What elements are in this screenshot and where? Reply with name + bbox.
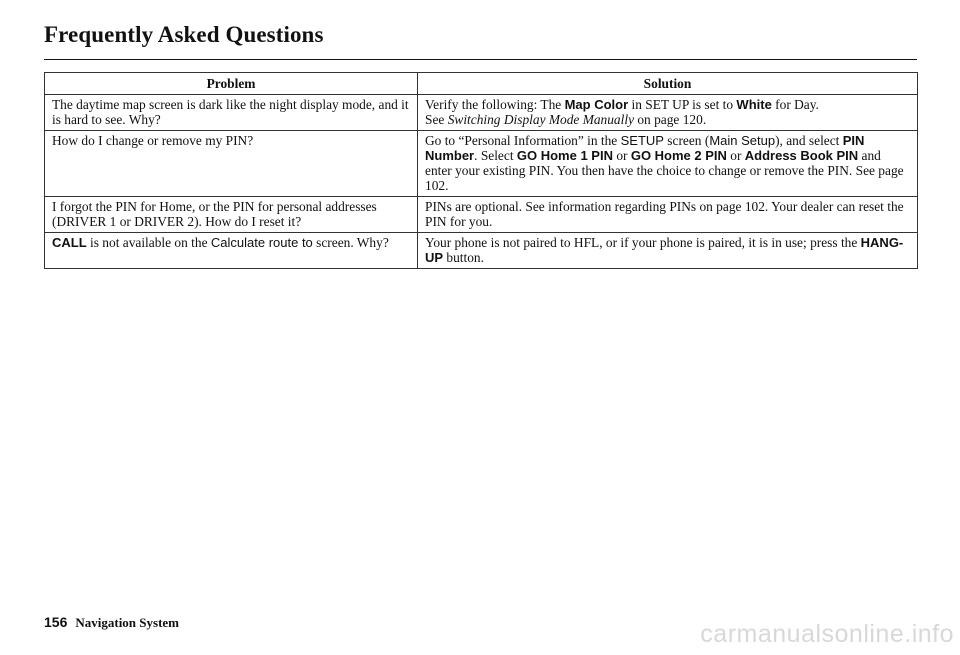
menu-term: GO Home 2 PIN [630,148,727,163]
solution-text: for Day. [771,97,819,112]
solution-text: or [726,148,745,163]
solution-text: and enter your existing PIN. You then have the choice to change or remove the PIN. See page 102. [425,148,904,193]
solution-cell: PINs are optional. See information regarding PINs on page 102. Your dealer can reset the PIN for you. [418,197,918,233]
problem-cell [45,233,418,269]
problem-text: is not available on the [86,235,211,250]
solution-cell [418,131,918,197]
solution-text: Your phone is not paired to HFL, or if your phone is paired, it is in use; press the [425,235,861,250]
table-row [45,197,918,233]
solution-text: Go to “Personal Information” in the [425,133,621,148]
column-header-problem: Problem [45,73,418,95]
table-header-row [45,73,918,95]
table-row [45,95,918,131]
title-divider [44,59,917,60]
problem-text: screen. Why? [312,235,389,250]
solution-text: See [425,112,448,127]
solution-text: ), and select [775,133,843,148]
menu-term: Map Color [564,97,629,112]
site-watermark: carmanualsonline.info [700,620,954,648]
page-footer [44,614,179,631]
solution-text: Verify the following: The [425,97,565,112]
menu-term: White [736,97,772,112]
problem-cell: How do I change or remove my PIN? [45,131,418,197]
solution-text: screen ( [663,133,710,148]
faq-table [44,72,918,269]
page-title: Frequently Asked Questions [44,22,324,47]
solution-text: on page 120. [634,112,707,127]
menu-term: Address Book PIN [744,148,859,163]
page-number: 156 [44,614,68,630]
problem-cell: I forgot the PIN for Home, or the PIN for personal addresses (DRIVER 1 or DRIVER 2). How do I reset it? [45,197,418,233]
problem-cell: The daytime map screen is dark like the night display mode, and it is hard to see. Why? [45,95,418,131]
menu-term: PIN Number [425,133,865,163]
solution-cell [418,233,918,269]
table-row [45,233,918,269]
solution-text: or [612,148,631,163]
menu-term: HANG-UP [425,235,904,265]
menu-term: GO Home 1 PIN [516,148,613,163]
solution-cell [418,95,918,131]
table-row [45,131,918,197]
screen-name: Main Setup [709,133,776,148]
cross-reference: Switching Display Mode Manually [447,112,635,127]
column-header-solution: Solution [418,73,918,95]
solution-text: in SET UP is set to [628,97,737,112]
solution-text: . Select [474,148,517,163]
menu-term: CALL [52,235,87,250]
footer-section-title: Navigation System [75,615,179,630]
screen-name: SETUP [620,133,664,148]
solution-text: button. [443,250,484,265]
screen-name: Calculate route to [210,235,313,250]
